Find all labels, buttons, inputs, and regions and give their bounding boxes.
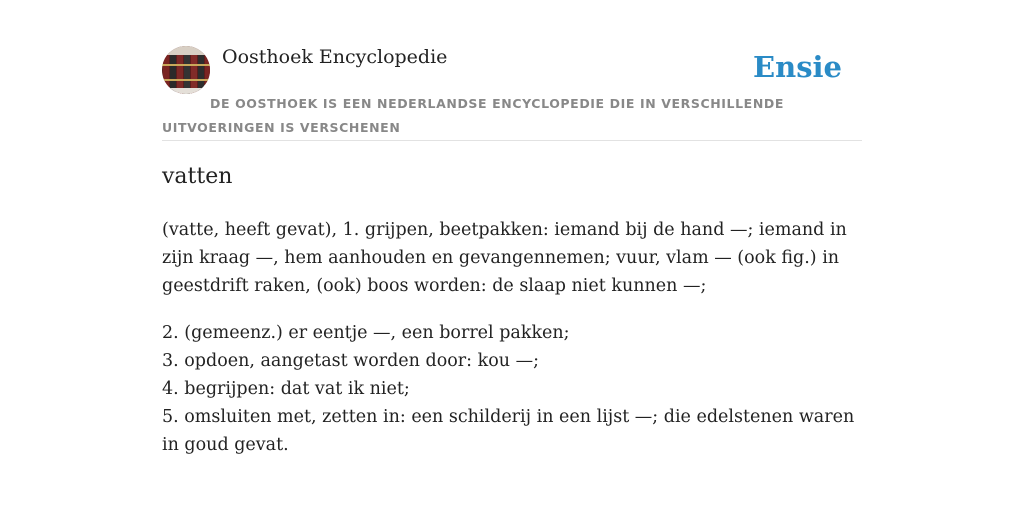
definition-item: 4. begrijpen: dat vat ik niet; (162, 379, 410, 399)
entry-content (162, 216, 862, 478)
site-title[interactable]: Oosthoek Encyclopedie (222, 46, 448, 68)
definition-list (162, 319, 862, 459)
definition-paragraph: (vatte, heeft gevat), 1. grijpen, beetpakken: iemand bij de hand —; iemand in zijn kraag —, hem aanhouden en gevangennemen; vuur, vlam — (ook fig.) in geestdrift raken, (ook) boos worden: de slaap niet kunnen —; (162, 220, 847, 296)
definition-item: 2. (gemeenz.) er eentje —, een borrel pakken; (162, 323, 570, 343)
brand-logo[interactable]: Ensie (753, 50, 842, 84)
site-header (162, 46, 862, 141)
site-tagline: DE OOSTHOEK IS EEN NEDERLANDSE ENCYCLOPEDIE DIE IN VERSCHILLENDE UITVOERINGEN IS VERSCHENEN (162, 96, 784, 135)
encyclopedia-books-icon[interactable] (162, 46, 210, 94)
page-title: vatten (162, 164, 233, 189)
definition-item: 3. opdoen, aangetast worden door: kou —; (162, 351, 539, 371)
definition-item: 5. omsluiten met, zetten in: een schilderij in een lijst —; die edelstenen waren in goud gevat. (162, 407, 855, 455)
